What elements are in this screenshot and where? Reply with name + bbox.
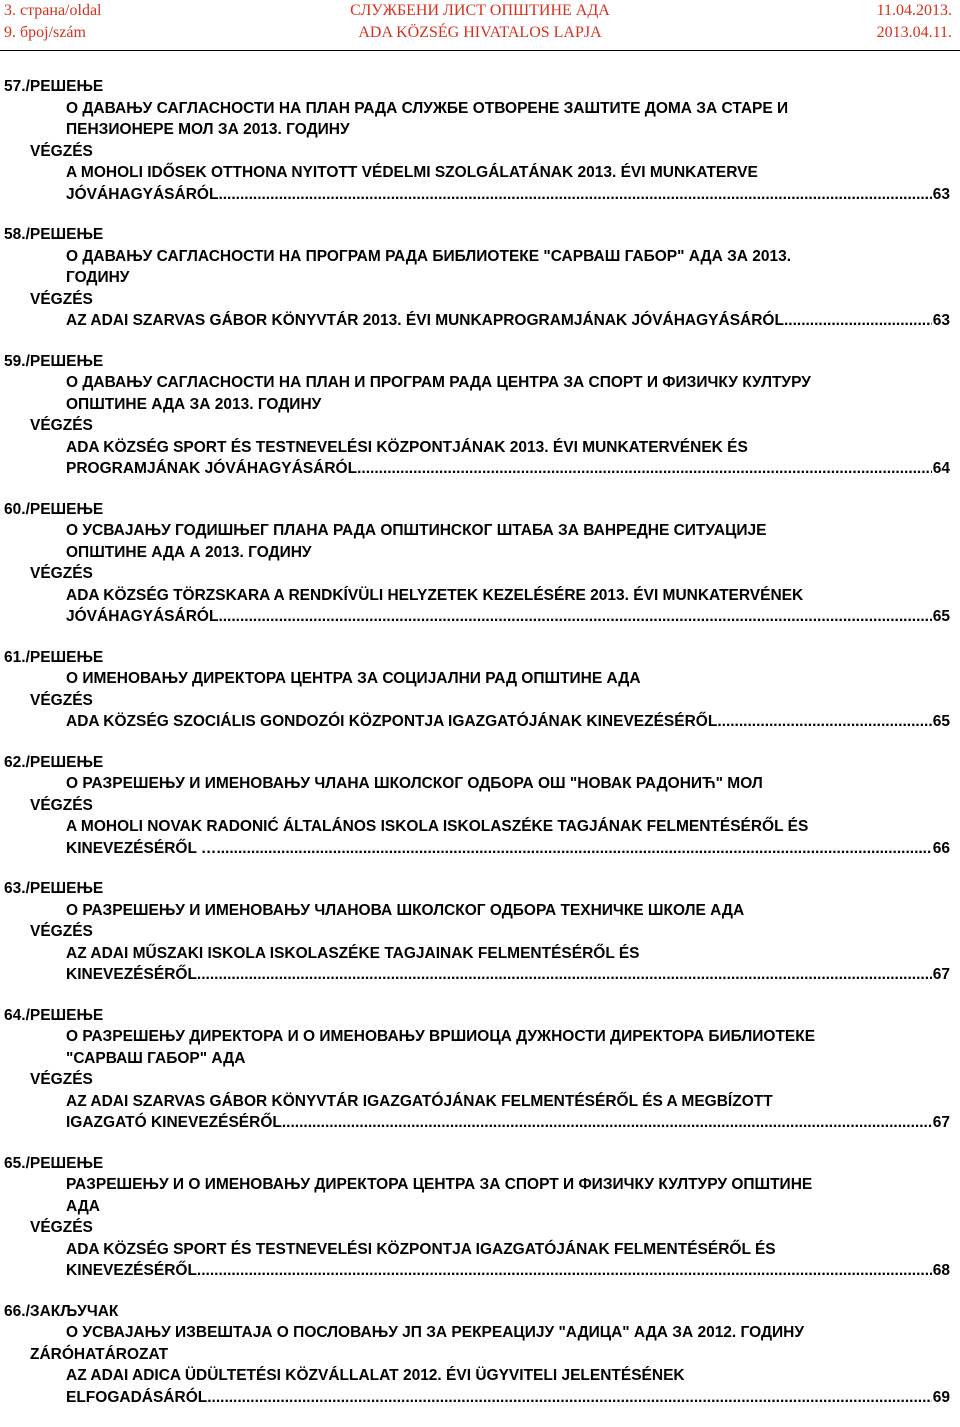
entry-title-hu-text: JÓVÁHAGYÁSÁRÓL [66, 608, 219, 625]
page-header [0, 0, 960, 51]
entry-type: /РЕШЕЊЕ [25, 78, 104, 95]
entry-heading [0, 351, 960, 373]
entry-type-hu: VÉGZÉS [30, 1071, 93, 1088]
entry-title-sr: О РАЗРЕШЕЊУ И ИМЕНОВАЊУ ЧЛАНОВА ШКОЛСКОГ ОДБОРА ТЕХНИЧКЕ ШКОЛЕ АДА [66, 901, 745, 919]
entry-title-hu-text: KINEVEZÉSÉRŐL [66, 1262, 197, 1279]
dot-leader [218, 606, 931, 628]
entry-type: /РЕШЕЊЕ [25, 500, 104, 518]
entry-type-hu: VÉGZÉS [30, 796, 93, 814]
entry-type: /ЗАКЉУЧАК [25, 1302, 119, 1320]
date-sr: 11.04.2013. [876, 2, 952, 19]
entry-title-hu-text: ELFOGADÁSÁRÓL [66, 1388, 208, 1406]
entry-type: /РЕШЕЊЕ [25, 753, 104, 771]
entry-type-hu: VÉGZÉS [30, 1219, 93, 1236]
entry-title-sr: О ДАВАЊУ САГЛАСНОСТИ НА ПЛАН И ПРОГРАМ РАДА ЦЕНТРА ЗА СПОРТ И ФИЗИЧКУ КУЛТУРУ [66, 374, 811, 391]
entry-number: 61. [4, 648, 26, 666]
entry-title-hu-text: PROGRAMJÁNAK JÓVÁHAGYÁSÁRÓL [66, 460, 358, 477]
entry-title-hu: A MOHOLI NOVAK RADONIĆ ÁLTALÁNOS ISKOLA ISKOLASZÉKE TAGJÁNAK FELMENTÉSÉRŐL ÉS [66, 818, 809, 835]
entry-heading [0, 1301, 960, 1323]
entry-number: 66. [4, 1302, 26, 1320]
entry-title-sr: АДА [66, 1197, 101, 1215]
page-reference[interactable]: 68 [932, 1262, 950, 1279]
entry-title-hu [0, 838, 960, 860]
entry-title-sr: О УСВАЈАЊУ ИЗВЕШТАЈА О ПОСЛОВАЊУ ЈП ЗА РЕКРЕАЦИЈУ "АДИЦА" АДА ЗА 2012. ГОДИНУ [66, 1324, 804, 1341]
toc-entry[interactable] [0, 1005, 960, 1134]
entry-number: 65. [4, 1154, 26, 1172]
entry-title-hu [0, 1112, 960, 1134]
entry-number: 60. [4, 500, 26, 518]
page-reference[interactable]: 67 [932, 1114, 950, 1131]
toc-entry[interactable] [0, 224, 960, 332]
dot-leader [218, 184, 931, 206]
entry-title-hu-text: ADA KÖZSÉG SZOCIÁLIS GONDOZÓI KÖZPONTJA IGAZGATÓJÁNAK KINEVEZÉSÉRŐL [66, 713, 718, 730]
header-right [877, 0, 952, 44]
dot-leader [357, 458, 932, 480]
page-reference[interactable]: 65 [932, 608, 950, 625]
issue-number-sr: 9. број/szám [4, 24, 86, 41]
entry-heading [0, 647, 960, 669]
dot-leader [197, 964, 932, 986]
toc-entry[interactable] [0, 1153, 960, 1282]
entry-type-hu: VÉGZÉS [30, 565, 93, 582]
dot-leader [207, 1387, 932, 1409]
page-reference[interactable]: 63 [932, 185, 950, 203]
entry-type: /РЕШЕЊЕ [25, 352, 104, 370]
entry-title-sr: О РАЗРЕШЕЊУ И ИМЕНОВАЊУ ЧЛАНА ШКОЛСКОГ ОДБОРА ОШ "НОВАК РАДОНИЋ" МОЛ [66, 775, 763, 792]
toc-entry[interactable] [0, 647, 960, 733]
entry-title-hu-text: JÓVÁHAGYÁSÁRÓL [66, 185, 219, 203]
entry-type-hu: VÉGZÉS [30, 290, 93, 308]
dot-leader [784, 310, 932, 332]
entry-heading [0, 878, 960, 900]
entry-type: /РЕШЕЊЕ [25, 648, 104, 666]
page-reference[interactable]: 66 [932, 839, 950, 857]
entry-title-sr: РАЗРЕШЕЊУ И О ИМЕНОВАЊУ ДИРЕКТОРА ЦЕНТРА ЗА СПОРТ И ФИЗИЧКУ КУЛТУРУ ОПШТИНЕ [66, 1176, 813, 1193]
entry-type: /РЕШЕЊЕ [25, 226, 104, 243]
entry-title-hu [0, 964, 960, 986]
entry-title-sr: ОПШТИНЕ АДА А 2013. ГОДИНУ [66, 543, 312, 561]
entry-heading [0, 224, 960, 246]
entry-title-hu [0, 1260, 960, 1282]
dot-leader [197, 1260, 932, 1282]
entry-title-hu: AZ ADAI SZARVAS GÁBOR KÖNYVTÁR IGAZGATÓJÁNAK FELMENTÉSÉRŐL ÉS A MEGBÍZOTT [66, 1092, 773, 1110]
page-reference[interactable]: 67 [932, 966, 950, 983]
entry-title-hu [0, 606, 960, 628]
entry-title-sr: "САРВАШ ГАБОР" АДА [66, 1049, 246, 1067]
publication-title-hu: ADA KÖZSÉG HIVATALOS LAPJA [358, 24, 602, 41]
page-number-sr: 3. страна/oldal [4, 2, 102, 19]
entry-title-hu: AZ ADAI MŰSZAKI ISKOLA ISKOLASZÉKE TAGJAINAK FELMENTÉSÉRŐL ÉS [66, 944, 640, 962]
entry-title-hu: ADA KÖZSÉG TÖRZSKARA A RENDKÍVÜLI HELYZETEK KEZELÉSÉRE 2013. ÉVI MUNKATERVÉNEK [66, 586, 804, 604]
publication-title-sr: СЛУЖБЕНИ ЛИСТ ОПШТИНЕ АДА [350, 2, 610, 19]
date-hu: 2013.04.11. [876, 24, 952, 41]
entry-title-hu [0, 711, 960, 733]
toc-entry[interactable] [0, 878, 960, 986]
entry-heading [0, 499, 960, 521]
page-reference[interactable]: 63 [932, 312, 950, 329]
entry-type-hu: VÉGZÉS [30, 142, 93, 160]
entry-heading [0, 1153, 960, 1175]
entry-type-hu: ZÁRÓHATÁROZAT [30, 1345, 169, 1363]
entry-title-hu: ADA KÖZSÉG SPORT ÉS TESTNEVELÉSI KÖZPONTJÁNAK 2013. ÉVI MUNKATERVÉNEK ÉS [66, 438, 748, 456]
entry-number: 64. [4, 1006, 26, 1024]
entry-title-hu: A MOHOLI IDŐSEK OTTHONA NYITOTT VÉDELMI SZOLGÁLATÁNAK 2013. ÉVI MUNKATERVE [66, 164, 758, 181]
toc-entry[interactable] [0, 1301, 960, 1409]
entry-title-sr: ОПШТИНЕ АДА ЗА 2013. ГОДИНУ [66, 395, 322, 413]
entry-title-sr: О ДАВАЊУ САГЛАСНОСТИ НА ПРОГРАМ РАДА БИБЛИОТЕКЕ "САРВАШ ГАБОР" АДА ЗА 2013. [66, 247, 792, 265]
toc-entry[interactable] [0, 351, 960, 480]
table-of-contents [0, 76, 960, 1427]
entry-type-hu: VÉGZÉS [30, 923, 93, 940]
entry-title-hu [0, 310, 960, 332]
toc-entry[interactable] [0, 752, 960, 860]
entry-title-sr: О УСВАЈАЊУ ГОДИШЊЕГ ПЛАНА РАДА ОПШТИНСКОГ ШТАБА ЗА ВАНРЕДНЕ СИТУАЦИЈЕ [66, 522, 767, 539]
entry-title-sr: О ДАВАЊУ САГЛАСНОСТИ НА ПЛАН РАДА СЛУЖБЕ ОТВОРЕНЕ ЗАШТИТЕ ДОМА ЗА СТАРЕ И [66, 99, 789, 117]
header-center [0, 0, 960, 44]
entry-number: 59. [4, 352, 26, 370]
page-reference[interactable]: 65 [932, 713, 950, 730]
entry-type: /РЕШЕЊЕ [25, 1154, 104, 1172]
entry-title-hu-text: AZ ADAI SZARVAS GÁBOR KÖNYVTÁR 2013. ÉVI MUNKAPROGRAMJÁNAK JÓVÁHAGYÁSÁRÓL [66, 312, 784, 329]
entry-title-hu [0, 458, 960, 480]
entry-title-hu-text: KINEVEZÉSÉRŐL [66, 966, 197, 983]
entry-type-hu: VÉGZÉS [30, 417, 93, 434]
entry-title-sr: О РАЗРЕШЕЊУ ДИРЕКТОРА И О ИМЕНОВАЊУ ВРШИОЦА ДУЖНОСТИ ДИРЕКТОРА БИБЛИОТЕКЕ [66, 1028, 816, 1045]
dot-leader [216, 838, 931, 860]
entry-title-hu: ADA KÖZSÉG SPORT ÉS TESTNEVELÉSI KÖZPONTJA IGAZGATÓJÁNAK FELMENTÉSÉRŐL ÉS [66, 1240, 776, 1258]
entry-title-hu-text: IGAZGATÓ KINEVEZÉSÉRŐL [66, 1114, 282, 1131]
entry-number: 57. [4, 78, 26, 95]
entry-number: 62. [4, 753, 26, 771]
entry-title-sr: О ИМЕНОВАЊУ ДИРЕКТОРА ЦЕНТРА ЗА СОЦИЈАЛНИ РАД ОПШТИНЕ АДА [66, 670, 641, 687]
entry-title-sr: ГОДИНУ [66, 269, 130, 286]
entry-heading [0, 1005, 960, 1027]
dot-leader [282, 1112, 932, 1134]
page-reference[interactable]: 69 [932, 1388, 950, 1406]
page-reference[interactable]: 64 [932, 460, 950, 477]
entry-title-hu [0, 1387, 960, 1409]
entry-heading [0, 76, 960, 98]
toc-entry[interactable] [0, 499, 960, 628]
entry-title-hu [0, 184, 960, 206]
entry-title-hu-text: KINEVEZÉSÉRŐL … [66, 839, 217, 857]
toc-entry[interactable] [0, 76, 960, 205]
entry-title-sr: ПЕНЗИОНЕРЕ МОЛ ЗА 2013. ГОДИНУ [66, 121, 350, 138]
entry-type: /РЕШЕЊЕ [25, 880, 104, 897]
entry-type: /РЕШЕЊЕ [25, 1006, 104, 1024]
entry-heading [0, 752, 960, 774]
entry-type-hu: VÉGZÉS [30, 691, 93, 709]
entry-number: 58. [4, 226, 26, 243]
dot-leader [717, 711, 931, 733]
entry-title-hu: AZ ADAI ADICA ÜDÜLTETÉSI KÖZVÁLLALAT 2012. ÉVI ÜGYVITELI JELENTÉSÉNEK [66, 1367, 685, 1384]
entry-number: 63. [4, 880, 26, 897]
